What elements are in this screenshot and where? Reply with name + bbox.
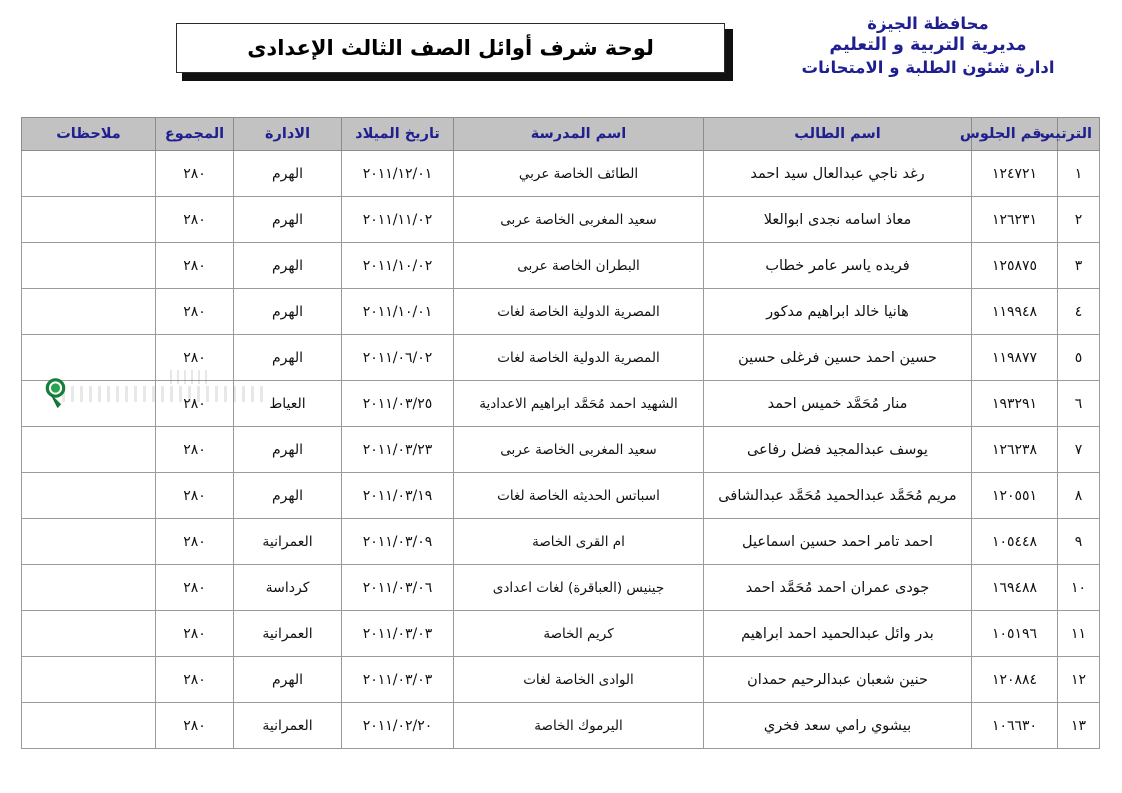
cell-birth: ٢٠١١/١٠/٠١ bbox=[342, 289, 454, 335]
cell-total: ٢٨٠ bbox=[156, 657, 234, 703]
cell-notes bbox=[22, 427, 156, 473]
table-row bbox=[22, 703, 1100, 749]
cell-seat: ١٢٠٥٥١ bbox=[972, 473, 1058, 519]
cell-admin: الهرم bbox=[234, 427, 342, 473]
cell-rank: ٣ bbox=[1058, 243, 1100, 289]
directorate-line: مديرية التربية و التعليم bbox=[829, 35, 1027, 56]
cell-total: ٢٨٠ bbox=[156, 611, 234, 657]
cell-birth: ٢٠١١/٠٦/٠٢ bbox=[342, 335, 454, 381]
cell-school: جينيس (العباقرة) لغات اعدادى bbox=[454, 565, 704, 611]
cell-school: المصرية الدولية الخاصة لغات bbox=[454, 335, 704, 381]
cell-admin: الهرم bbox=[234, 289, 342, 335]
cell-admin: الهرم bbox=[234, 151, 342, 197]
cell-student: هانيا خالد ابراهيم مدكور bbox=[704, 289, 972, 335]
cell-birth: ٢٠١١/٠٣/٢٥ bbox=[342, 381, 454, 427]
cell-admin: العمرانية bbox=[234, 611, 342, 657]
cell-school: الطائف الخاصة عربي bbox=[454, 151, 704, 197]
cell-total: ٢٨٠ bbox=[156, 243, 234, 289]
cell-seat: ١٢٦٢٣٨ bbox=[972, 427, 1058, 473]
cell-rank: ١١ bbox=[1058, 611, 1100, 657]
column-header-notes: ملاحظات bbox=[22, 118, 156, 151]
cell-total: ٢٨٠ bbox=[156, 703, 234, 749]
cell-notes bbox=[22, 519, 156, 565]
cell-admin: العياط bbox=[234, 381, 342, 427]
cell-birth: ٢٠١١/٠٣/٠٣ bbox=[342, 657, 454, 703]
cell-birth: ٢٠١١/٠٣/٠٦ bbox=[342, 565, 454, 611]
cell-student: فريده ياسر عامر خطاب bbox=[704, 243, 972, 289]
cell-school: سعيد المغربى الخاصة عربى bbox=[454, 427, 704, 473]
cell-birth: ٢٠١١/٠٣/١٩ bbox=[342, 473, 454, 519]
cell-rank: ٨ bbox=[1058, 473, 1100, 519]
cell-admin: العمرانية bbox=[234, 703, 342, 749]
cell-notes bbox=[22, 289, 156, 335]
cell-rank: ١٠ bbox=[1058, 565, 1100, 611]
cell-notes bbox=[22, 565, 156, 611]
cell-seat: ١٢٠٨٨٤ bbox=[972, 657, 1058, 703]
cell-admin: الهرم bbox=[234, 335, 342, 381]
cell-seat: ١٠٥٤٤٨ bbox=[972, 519, 1058, 565]
column-header-admin: الادارة bbox=[234, 118, 342, 151]
cell-admin: الهرم bbox=[234, 243, 342, 289]
table-row bbox=[22, 289, 1100, 335]
table-row bbox=[22, 565, 1100, 611]
cell-seat: ١٦٩٤٨٨ bbox=[972, 565, 1058, 611]
cell-total: ٢٨٠ bbox=[156, 519, 234, 565]
cell-notes bbox=[22, 243, 156, 289]
cell-rank: ٦ bbox=[1058, 381, 1100, 427]
cell-seat: ١١٩٨٧٧ bbox=[972, 335, 1058, 381]
cell-school: كريم الخاصة bbox=[454, 611, 704, 657]
cell-birth: ٢٠١١/١٠/٠٢ bbox=[342, 243, 454, 289]
cell-student: يوسف عبدالمجيد فضل رفاعى bbox=[704, 427, 972, 473]
cell-student: جودى عمران احمد مُحَمَّد احمد bbox=[704, 565, 972, 611]
cell-student: منار مُحَمَّد خميس احمد bbox=[704, 381, 972, 427]
column-header-birth: تاريخ الميلاد bbox=[342, 118, 454, 151]
cell-rank: ٧ bbox=[1058, 427, 1100, 473]
cell-student: مريم مُحَمَّد عبدالحميد مُحَمَّد عبدالشافى bbox=[704, 473, 972, 519]
column-header-student: اسم الطالب bbox=[704, 118, 972, 151]
cell-rank: ٩ bbox=[1058, 519, 1100, 565]
cell-total: ٢٨٠ bbox=[156, 289, 234, 335]
table-header-row bbox=[22, 118, 1100, 151]
cell-school: المصرية الدولية الخاصة لغات bbox=[454, 289, 704, 335]
cell-seat: ١٢٦٢٣١ bbox=[972, 197, 1058, 243]
cell-school: اليرموك الخاصة bbox=[454, 703, 704, 749]
table-row bbox=[22, 151, 1100, 197]
cell-school: الشهيد احمد مُحَمَّد ابراهيم الاعدادية bbox=[454, 381, 704, 427]
title-plaque bbox=[176, 23, 727, 75]
table-row bbox=[22, 427, 1100, 473]
render-artifact bbox=[62, 386, 267, 402]
governorate-line: محافظة الجيزة bbox=[867, 14, 989, 33]
cell-school: اسباتس الحديثه الخاصة لغات bbox=[454, 473, 704, 519]
page-header bbox=[0, 0, 1122, 108]
table-head bbox=[22, 118, 1100, 151]
cell-school: البطران الخاصة عربى bbox=[454, 243, 704, 289]
cell-admin: الهرم bbox=[234, 657, 342, 703]
cell-notes bbox=[22, 611, 156, 657]
cell-school: ام القرى الخاصة bbox=[454, 519, 704, 565]
cell-admin: الهرم bbox=[234, 473, 342, 519]
cell-rank: ٢ bbox=[1058, 197, 1100, 243]
cell-notes bbox=[22, 151, 156, 197]
cell-notes bbox=[22, 197, 156, 243]
cell-admin: كرداسة bbox=[234, 565, 342, 611]
cell-student: رغد ناجي عبدالعال سيد احمد bbox=[704, 151, 972, 197]
honor-roll-table bbox=[21, 117, 1100, 749]
cell-birth: ٢٠١١/٠٣/٠٩ bbox=[342, 519, 454, 565]
table-row bbox=[22, 243, 1100, 289]
cell-seat: ١٠٥١٩٦ bbox=[972, 611, 1058, 657]
cell-student: حسين احمد حسين فرغلى حسين bbox=[704, 335, 972, 381]
cell-rank: ١ bbox=[1058, 151, 1100, 197]
column-header-rank: الترتيب bbox=[1058, 118, 1100, 151]
cell-birth: ٢٠١١/٠٣/٠٣ bbox=[342, 611, 454, 657]
cell-notes bbox=[22, 473, 156, 519]
cell-student: بدر وائل عبدالحميد احمد ابراهيم bbox=[704, 611, 972, 657]
department-line: ادارة شئون الطلبة و الامتحانات bbox=[801, 57, 1055, 77]
cell-rank: ٥ bbox=[1058, 335, 1100, 381]
cell-total: ٢٨٠ bbox=[156, 473, 234, 519]
title-plaque-box bbox=[176, 23, 725, 73]
ministry-heading bbox=[748, 13, 1108, 78]
table-row bbox=[22, 657, 1100, 703]
cell-total: ٢٨٠ bbox=[156, 335, 234, 381]
column-header-school: اسم المدرسة bbox=[454, 118, 704, 151]
cell-admin: العمرانية bbox=[234, 519, 342, 565]
cell-total: ٢٨٠ bbox=[156, 381, 234, 427]
cell-birth: ٢٠١١/٠٣/٢٣ bbox=[342, 427, 454, 473]
cell-school: سعيد المغربى الخاصة عربى bbox=[454, 197, 704, 243]
cell-rank: ٤ bbox=[1058, 289, 1100, 335]
column-header-seat: رقم الجلوس bbox=[972, 118, 1058, 151]
cell-birth: ٢٠١١/١٢/٠١ bbox=[342, 151, 454, 197]
table-row bbox=[22, 197, 1100, 243]
render-artifact-upper bbox=[170, 370, 212, 384]
cell-seat: ١٢٥٨٧٥ bbox=[972, 243, 1058, 289]
cell-seat: ١٢٤٧٢١ bbox=[972, 151, 1058, 197]
cell-student: حنين شعبان عبدالرحيم حمدان bbox=[704, 657, 972, 703]
cell-seat: ١٠٦٦٣٠ bbox=[972, 703, 1058, 749]
cell-school: الوادى الخاصة لغات bbox=[454, 657, 704, 703]
cell-birth: ٢٠١١/٠٢/٢٠ bbox=[342, 703, 454, 749]
cell-notes bbox=[22, 703, 156, 749]
cell-total: ٢٨٠ bbox=[156, 565, 234, 611]
page-title: لوحة شرف أوائل الصف الثالث الإعدادى bbox=[247, 36, 654, 60]
table-row bbox=[22, 519, 1100, 565]
cell-rank: ١٣ bbox=[1058, 703, 1100, 749]
table-row bbox=[22, 473, 1100, 519]
cell-total: ٢٨٠ bbox=[156, 197, 234, 243]
cell-notes bbox=[22, 657, 156, 703]
cell-admin: الهرم bbox=[234, 197, 342, 243]
cell-seat: ١١٩٩٤٨ bbox=[972, 289, 1058, 335]
table-body bbox=[22, 151, 1100, 749]
cell-total: ٢٨٠ bbox=[156, 151, 234, 197]
cell-student: معاذ اسامه نجدى ابوالعلا bbox=[704, 197, 972, 243]
cell-student: احمد تامر احمد حسين اسماعيل bbox=[704, 519, 972, 565]
cell-birth: ٢٠١١/١١/٠٢ bbox=[342, 197, 454, 243]
table-row bbox=[22, 611, 1100, 657]
cell-total: ٢٨٠ bbox=[156, 427, 234, 473]
cell-student: بيشوي رامي سعد فخري bbox=[704, 703, 972, 749]
cell-notes bbox=[22, 335, 156, 381]
cell-seat: ١٩٣٢٩١ bbox=[972, 381, 1058, 427]
column-header-total: المجموع bbox=[156, 118, 234, 151]
cell-rank: ١٢ bbox=[1058, 657, 1100, 703]
